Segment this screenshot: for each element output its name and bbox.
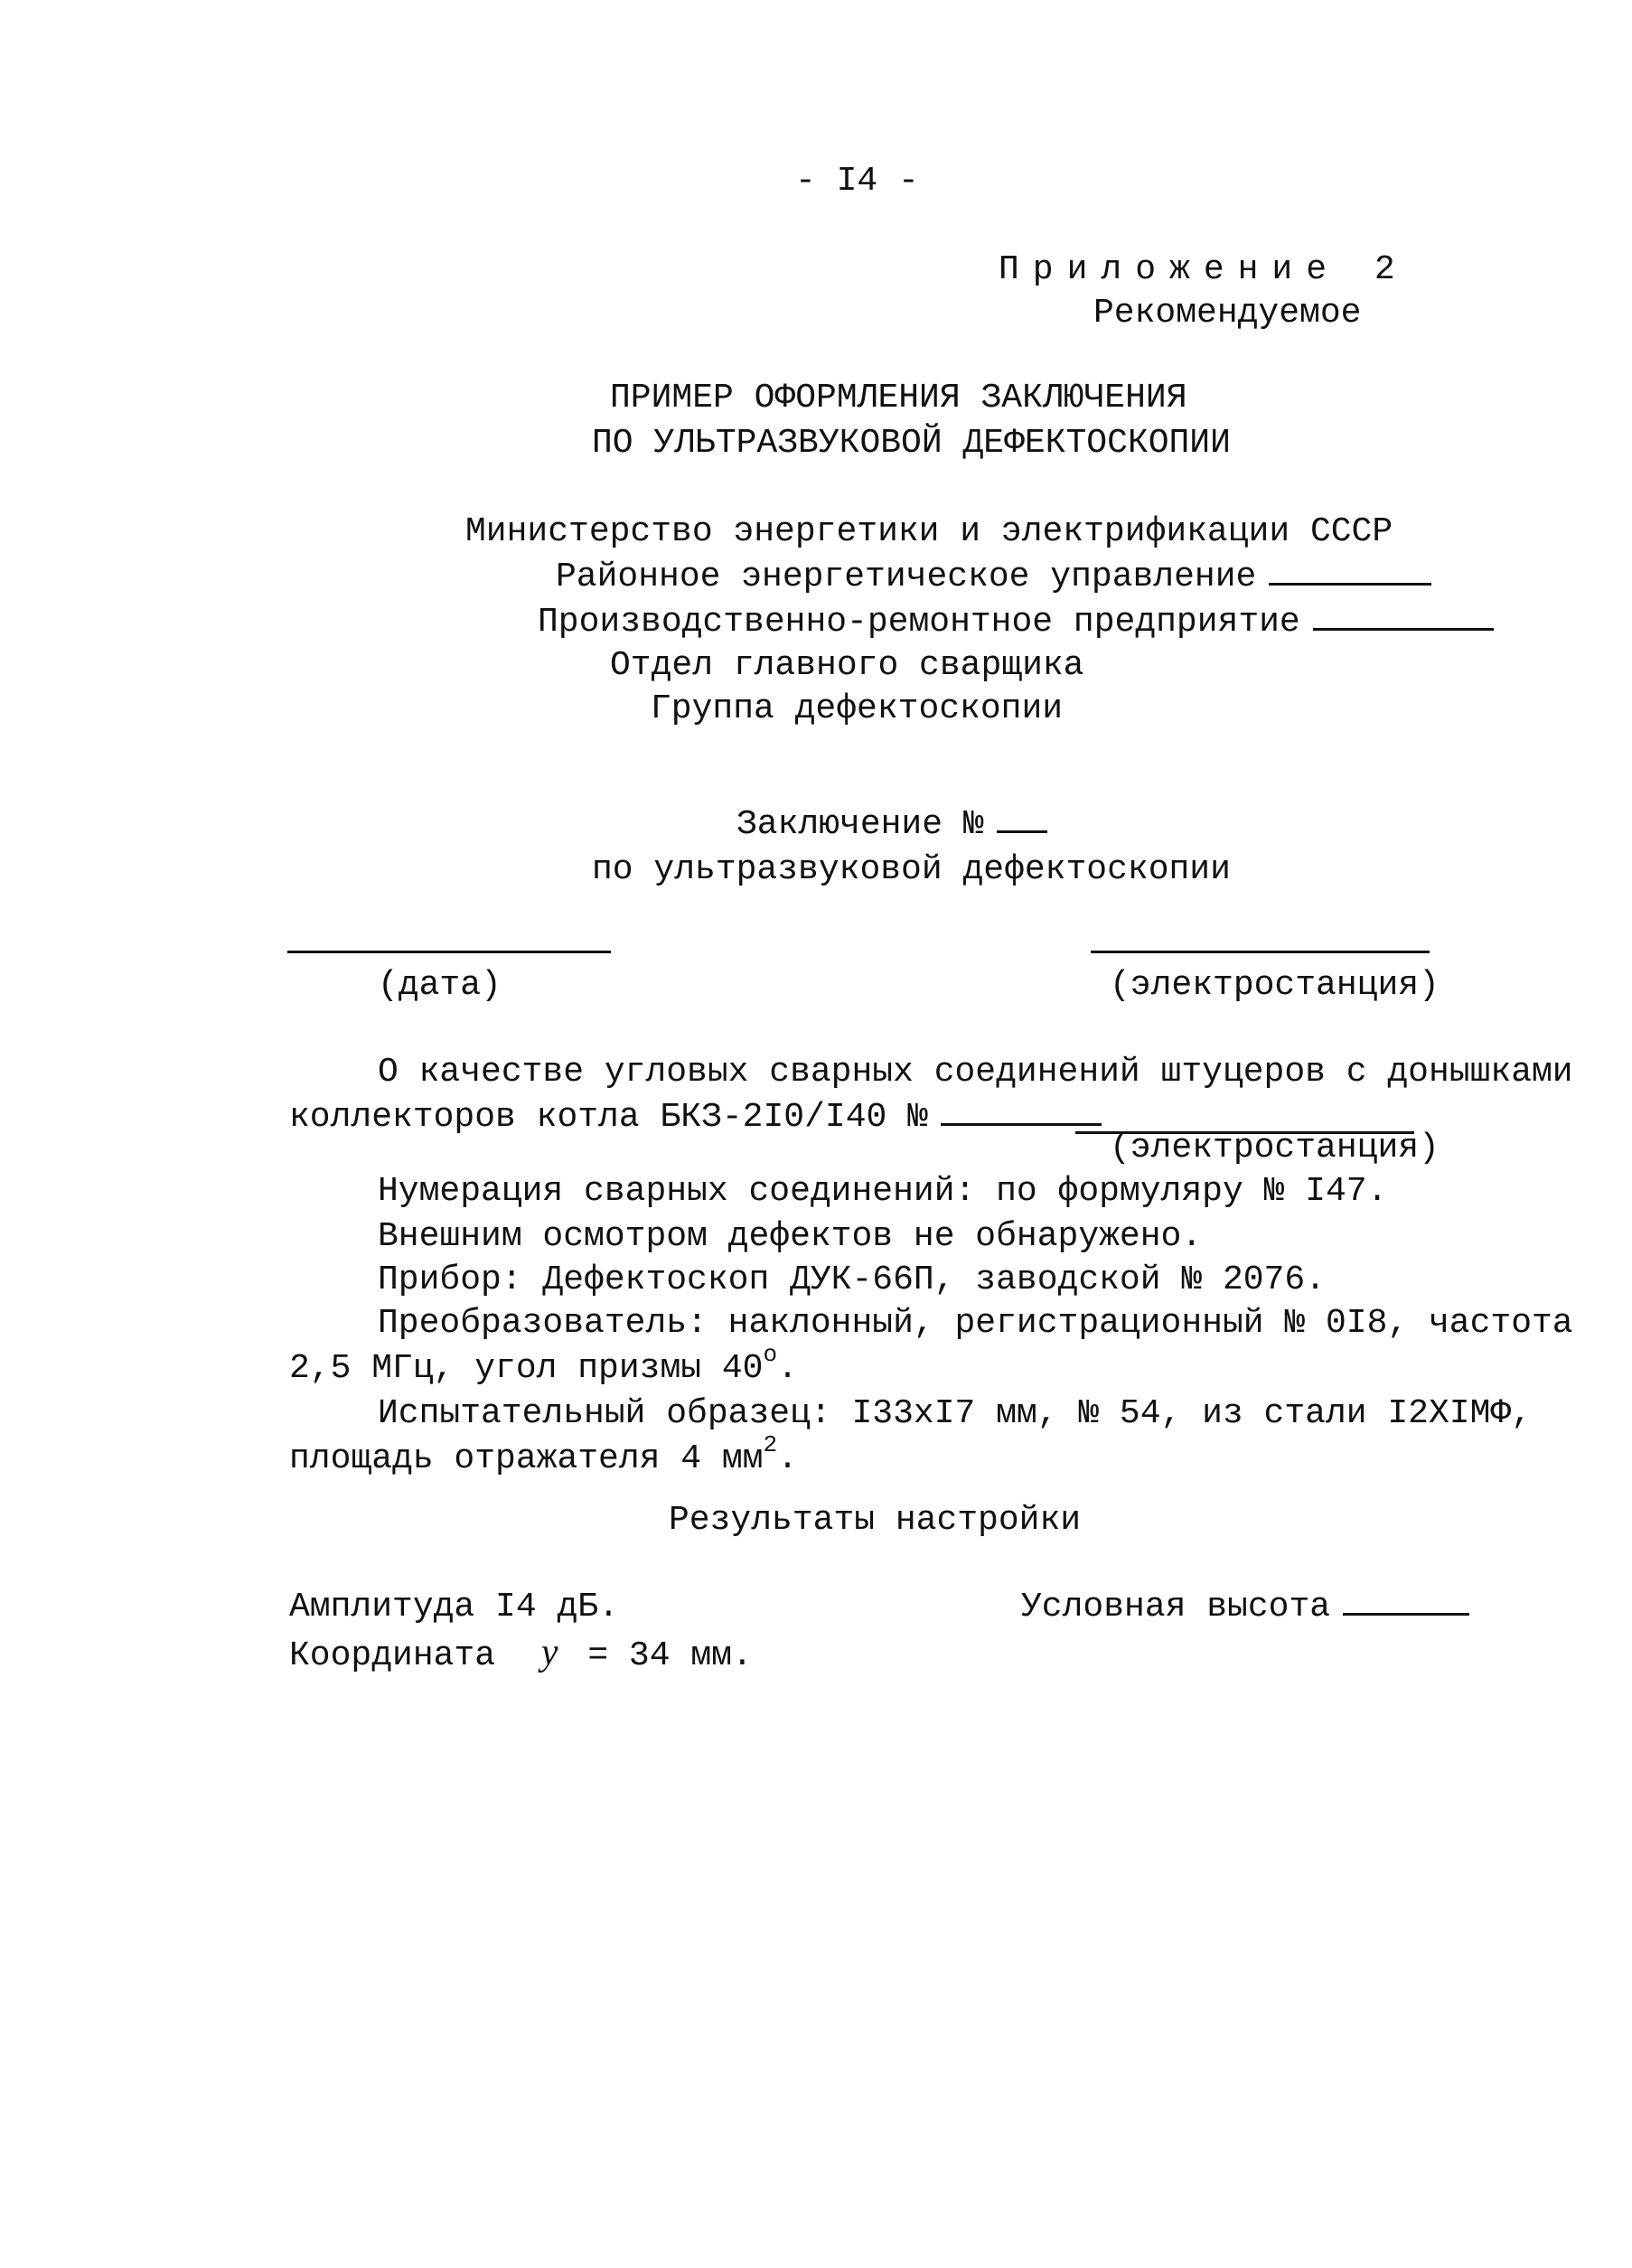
- transducer-line1: Преобразователь: наклонный, регистрационный № 0I8, частота: [378, 1304, 1573, 1343]
- conclusion-number-blank: [997, 830, 1047, 833]
- transducer-text: 2,5 МГц, угол призмы 40: [289, 1349, 764, 1388]
- date-label: (дата): [378, 966, 502, 1005]
- quality-station-label: (электростанция): [1110, 1129, 1440, 1167]
- coordinate-symbol: y: [540, 1632, 558, 1673]
- conclusion-title-label: Заключение №: [736, 805, 984, 844]
- quality-line2: [289, 1098, 1102, 1137]
- sample-line1: Испытательный образец: I33хI7 мм, № 54, из стали I2ХIМФ,: [378, 1394, 1533, 1433]
- boiler-number-blank: [941, 1123, 1102, 1126]
- enterprise: [538, 605, 1494, 640]
- transducer-end: .: [777, 1349, 798, 1388]
- sample-line2: [289, 1431, 798, 1478]
- conditional-height: [1021, 1590, 1469, 1625]
- page-number: - I4 -: [795, 162, 919, 201]
- regional-office-label: Районное энергетическое управление: [556, 558, 1257, 596]
- amplitude-text: Амплитуда I4 дБ.: [289, 1588, 619, 1626]
- appendix-subtitle: Рекомендуемое: [1093, 294, 1362, 333]
- quality-line1: О качестве угловых сварных соединений штуцеров с донышками: [378, 1053, 1573, 1092]
- document-heading-line1: ПРИМЕР ОФОРМЛЕНИЯ ЗАКЛЮЧЕНИЯ: [610, 379, 1187, 417]
- inspection-text: Внешним осмотром дефектов не обнаружено.: [378, 1217, 1203, 1256]
- reflector-text: площадь отражателя 4 мм: [289, 1439, 764, 1478]
- area-superscript: 2: [763, 1431, 778, 1458]
- coordinate-line: [289, 1634, 753, 1673]
- coordinate-value: = 34 мм.: [587, 1636, 753, 1675]
- degree-superscript: о: [763, 1341, 778, 1368]
- conditional-height-label: Условная высота: [1021, 1588, 1331, 1626]
- station-line: [1091, 951, 1430, 953]
- conclusion-title: [736, 805, 1047, 844]
- reflector-end: .: [777, 1439, 798, 1478]
- regional-office-blank: [1269, 583, 1431, 586]
- coordinate-label: Координата: [289, 1636, 496, 1675]
- date-line: [287, 951, 611, 953]
- transducer-line2: [289, 1341, 798, 1388]
- device-text: Прибор: Дефектоскоп ДУК-66П, заводской № 2076.: [378, 1261, 1326, 1299]
- enterprise-label: Производственно-ремонтное предприятие: [538, 603, 1300, 642]
- ministry-name: Министерство энергетики и электрификации СССР: [465, 512, 1393, 551]
- enterprise-blank: [1313, 628, 1494, 631]
- regional-office: [556, 560, 1431, 595]
- conclusion-subtitle: по ультразвуковой дефектоскопии: [592, 850, 1231, 889]
- document-heading-line2: ПО УЛЬТРАЗВУКОВОЙ ДЕФЕКТОСКОПИИ: [592, 424, 1231, 463]
- numbering-text: Нумерация сварных соединений: по формуляру № I47.: [378, 1172, 1388, 1211]
- appendix-title: Приложение 2: [999, 250, 1409, 289]
- group-name: Группа дефектоскопии: [651, 689, 1064, 728]
- boiler-label: коллекторов котла БКЗ-2I0/I40 №: [289, 1098, 928, 1137]
- results-title: Результаты настройки: [669, 1501, 1082, 1540]
- department-name: Отдел главного сварщика: [610, 646, 1084, 685]
- conditional-height-blank: [1343, 1613, 1469, 1616]
- station-label: (электростанция): [1110, 966, 1440, 1005]
